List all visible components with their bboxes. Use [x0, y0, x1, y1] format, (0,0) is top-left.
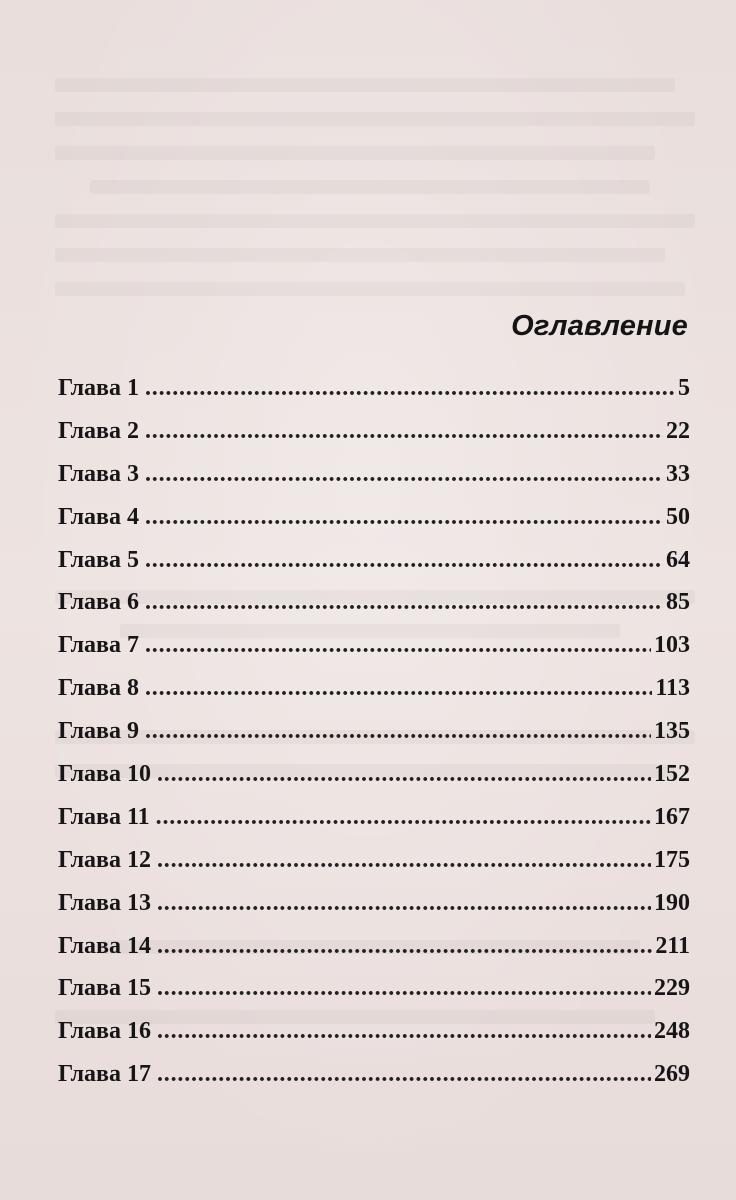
- page-number: 103: [654, 632, 690, 659]
- toc-entry: [58, 632, 690, 675]
- toc-entry: [58, 761, 690, 804]
- toc-entry: [58, 718, 690, 761]
- page-number: 269: [654, 1061, 690, 1088]
- chapter-label: Глава 1: [58, 375, 139, 401]
- toc-entry: [58, 847, 690, 890]
- page-number: 248: [654, 1018, 690, 1045]
- chapter-label: Глава 12: [58, 846, 151, 873]
- toc-entry: [58, 461, 690, 504]
- chapter-label: Глава 16: [58, 1018, 151, 1045]
- page-number: 85: [666, 589, 690, 616]
- toc-entry: [58, 375, 690, 418]
- dot-leader: [157, 890, 651, 917]
- chapter-label: Глава 11: [58, 803, 150, 830]
- chapter-label: Глава 9: [58, 718, 139, 745]
- toc-entry: [58, 933, 690, 976]
- page-number: 229: [654, 975, 690, 1002]
- dot-leader: [145, 504, 663, 531]
- dot-leader: [145, 418, 663, 445]
- chapter-label: Глава 8: [58, 675, 139, 702]
- page-number: 113: [655, 675, 690, 702]
- page-number: 64: [666, 546, 690, 573]
- dot-leader: [145, 547, 663, 574]
- page-number: 135: [654, 718, 690, 745]
- dot-leader: [145, 675, 652, 702]
- toc-entry: [58, 418, 690, 461]
- page-number: 167: [654, 803, 690, 830]
- chapter-label: Глава 15: [58, 975, 151, 1002]
- dot-leader: [156, 804, 651, 831]
- chapter-label: Глава 5: [58, 546, 139, 573]
- dot-leader: [157, 1018, 651, 1045]
- dot-leader: [145, 461, 663, 488]
- dot-leader: [157, 847, 651, 874]
- dot-leader: [157, 975, 651, 1002]
- toc-list: [58, 375, 690, 1104]
- dot-leader: [157, 933, 652, 960]
- chapter-label: Глава 13: [58, 889, 151, 916]
- chapter-label: Глава 14: [58, 932, 151, 959]
- toc-entry: [58, 504, 690, 547]
- toc-entry: [58, 975, 690, 1018]
- toc-entry: [58, 804, 690, 847]
- dot-leader: [145, 589, 663, 616]
- page-number: 211: [655, 932, 690, 959]
- dot-leader: [145, 632, 651, 659]
- chapter-label: Глава 3: [58, 460, 139, 487]
- page-number: 175: [654, 846, 690, 873]
- page-number: 152: [654, 761, 690, 788]
- page-number: 50: [666, 503, 690, 530]
- page-number: 33: [666, 460, 690, 487]
- page-number: 190: [654, 889, 690, 916]
- chapter-label: Глава 6: [58, 589, 139, 616]
- dot-leader: [157, 1061, 651, 1088]
- chapter-label: Глава 4: [58, 503, 139, 530]
- toc-entry: [58, 1061, 690, 1104]
- chapter-label: Глава 17: [58, 1061, 151, 1088]
- dot-leader: [157, 761, 651, 788]
- toc-entry: [58, 589, 690, 632]
- chapter-label: Глава 2: [58, 417, 139, 444]
- page-number: 5: [678, 375, 690, 401]
- page-number: 22: [666, 417, 690, 444]
- toc-entry: [58, 1018, 690, 1061]
- toc-entry: [58, 890, 690, 933]
- dot-leader: [145, 375, 675, 402]
- dot-leader: [145, 718, 651, 745]
- chapter-label: Глава 10: [58, 761, 151, 788]
- chapter-label: Глава 7: [58, 632, 139, 659]
- toc-title: Оглавление: [511, 310, 688, 342]
- toc-entry: [58, 675, 690, 718]
- toc-entry: [58, 547, 690, 590]
